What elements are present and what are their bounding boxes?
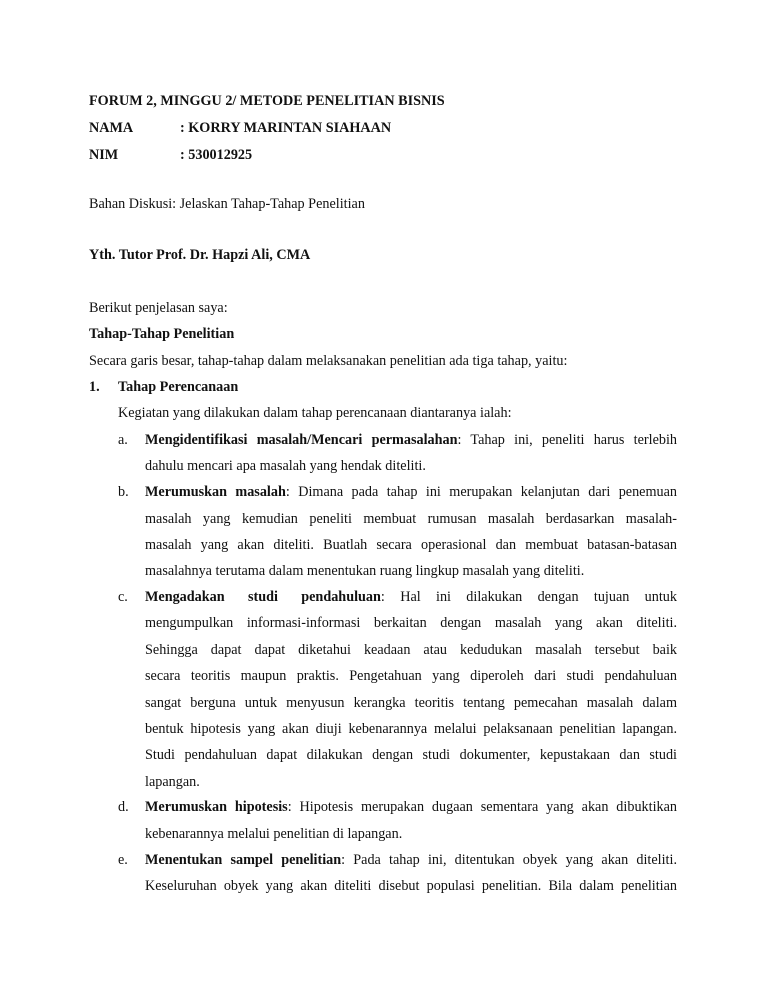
item-b-line-3: masalah yang akan diteliti. Buatlah secara operasional dan membuat batasan-batasan — [145, 537, 677, 553]
item-c-title: Mengadakan studi pendahuluan — [145, 589, 381, 605]
item-e-line-1 — [145, 851, 677, 869]
item-c-marker: c. — [118, 589, 128, 605]
item-d-line-1 — [145, 798, 677, 816]
item-b-text-1: : Dimana pada tahap ini merupakan kelanjutan dari penemuan — [285, 484, 678, 500]
summary-text: Secara garis besar, tahap-tahap dalam melaksanakan penelitian ada tiga tahap, yaitu: — [89, 353, 568, 369]
nama-label: NAMA — [89, 120, 134, 136]
item-c-line-7: Studi pendahuluan dapat dilakukan dengan studi dokumenter, kepustakaan dan studi — [145, 747, 677, 763]
forum-title: FORUM 2, MINGGU 2/ METODE PENELITIAN BISNIS — [89, 93, 445, 109]
item-a-title: Mengidentifikasi masalah/Mencari permasalahan — [145, 432, 458, 448]
item-e-line-2: Keseluruhan obyek yang akan diteliti disebut populasi penelitian. Bila dalam penelitian — [145, 878, 677, 894]
intro-text: Berikut penjelasan saya: — [89, 300, 228, 316]
stage-1-number: 1. — [89, 379, 100, 395]
item-c-line-8: lapangan. — [145, 774, 200, 790]
salutation: Yth. Tutor Prof. Dr. Hapzi Ali, CMA — [89, 247, 311, 263]
nama-value: : KORRY MARINTAN SIAHAAN — [180, 120, 392, 136]
item-a-line-2: dahulu mencari apa masalah yang hendak diteliti. — [145, 458, 426, 474]
item-d-line-2: kebenarannya melalui penelitian di lapangan. — [145, 826, 403, 842]
item-b-line-2: masalah yang kemudian peneliti membuat rumusan masalah berdasarkan masalah- — [145, 511, 677, 527]
section-title: Tahap-Tahap Penelitian — [89, 326, 235, 342]
item-d-text-1: : Hipotesis merupakan dugaan sementara yang akan dibuktikan — [287, 799, 677, 815]
item-b-title: Merumuskan masalah — [145, 484, 286, 500]
item-a-line-1 — [145, 431, 677, 449]
item-d-marker: d. — [118, 799, 129, 815]
item-c-line-2: mengumpulkan informasi-informasi berkaitan dengan masalah yang akan diteliti. — [145, 615, 677, 631]
item-e-title: Menentukan sampel penelitian — [145, 852, 342, 868]
item-d-title: Merumuskan hipotesis — [145, 799, 288, 815]
item-b-line-1 — [145, 483, 677, 501]
stage-1-intro: Kegiatan yang dilakukan dalam tahap perencanaan diantaranya ialah: — [118, 405, 512, 421]
item-c-line-3: Sehingga dapat dapat diketahui keadaan atau kedudukan masalah tersebut baik — [145, 642, 677, 658]
item-a-marker: a. — [118, 432, 128, 448]
item-c-line-4: secara teoritis maupun praktis. Pengetahuan yang diperoleh dari studi pendahuluan — [145, 668, 677, 684]
item-a-text-1: : Tahap ini, peneliti harus terlebih — [457, 432, 678, 448]
nim-label: NIM — [89, 147, 119, 163]
item-c-line-6: bentuk hipotesis yang akan diuji kebenarannya melalui pelaksanaan penelitian lapangan. — [145, 721, 677, 737]
item-e-text-1: : Pada tahap ini, ditentukan obyek yang akan diteliti. — [341, 852, 677, 868]
nim-value: : 530012925 — [180, 147, 253, 163]
stage-1-title: Tahap Perencanaan — [118, 379, 239, 395]
item-b-line-4: masalahnya terutama dalam menentukan ruang lingkup masalah yang diteliti. — [145, 563, 585, 579]
item-c-line-5: sangat berguna untuk menyusun kerangka teoritis tentang pemecahan masalah dalam — [145, 695, 677, 711]
item-c-text-1: : Hal ini dilakukan dengan tujuan untuk — [380, 589, 677, 605]
item-c-line-1 — [145, 588, 677, 606]
item-b-marker: b. — [118, 484, 129, 500]
discussion-topic: Bahan Diskusi: Jelaskan Tahap-Tahap Penelitian — [89, 196, 365, 212]
item-e-marker: e. — [118, 852, 128, 868]
